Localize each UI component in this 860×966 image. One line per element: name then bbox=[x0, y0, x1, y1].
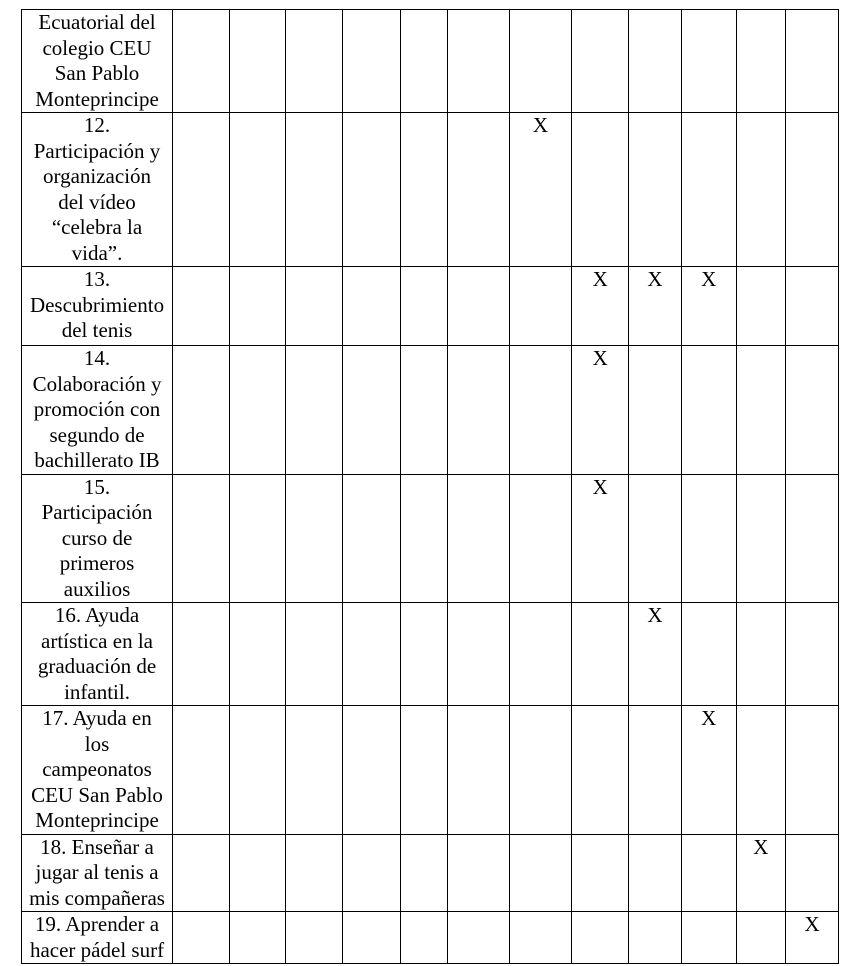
schedule-empty-cell bbox=[786, 603, 839, 706]
schedule-empty-cell bbox=[285, 706, 343, 835]
schedule-empty-cell bbox=[681, 474, 736, 603]
activity-cell: 16. Ayuda artística en la graduación de infantil. bbox=[22, 603, 173, 706]
schedule-empty-cell bbox=[285, 113, 343, 267]
schedule-empty-cell bbox=[509, 706, 572, 835]
schedule-mark-cell: X bbox=[572, 267, 629, 346]
schedule-empty-cell bbox=[629, 912, 682, 964]
schedule-empty-cell bbox=[285, 346, 343, 475]
schedule-empty-cell bbox=[681, 346, 736, 475]
schedule-empty-cell bbox=[343, 10, 401, 113]
schedule-empty-cell bbox=[401, 113, 448, 267]
schedule-empty-cell bbox=[509, 10, 572, 113]
table-row bbox=[22, 346, 839, 475]
schedule-empty-cell bbox=[681, 834, 736, 912]
schedule-empty-cell bbox=[786, 834, 839, 912]
activity-cell: 12. Participación y organización del vídeo “celebra la vida”. bbox=[22, 113, 173, 267]
table-row bbox=[22, 474, 839, 603]
schedule-empty-cell bbox=[572, 10, 629, 113]
schedule-empty-cell bbox=[229, 706, 285, 835]
schedule-empty-cell bbox=[629, 10, 682, 113]
schedule-empty-cell bbox=[509, 603, 572, 706]
schedule-empty-cell bbox=[229, 346, 285, 475]
schedule-empty-cell bbox=[343, 706, 401, 835]
schedule-empty-cell bbox=[401, 346, 448, 475]
schedule-mark-cell: X bbox=[509, 113, 572, 267]
table-row bbox=[22, 603, 839, 706]
schedule-empty-cell bbox=[447, 346, 509, 475]
schedule-empty-cell bbox=[401, 603, 448, 706]
schedule-empty-cell bbox=[401, 834, 448, 912]
schedule-empty-cell bbox=[229, 912, 285, 964]
schedule-empty-cell bbox=[509, 474, 572, 603]
schedule-empty-cell bbox=[173, 912, 230, 964]
schedule-empty-cell bbox=[173, 267, 230, 346]
schedule-empty-cell bbox=[343, 346, 401, 475]
table-row bbox=[22, 113, 839, 267]
schedule-empty-cell bbox=[447, 113, 509, 267]
activity-schedule-table bbox=[21, 9, 839, 964]
schedule-empty-cell bbox=[572, 603, 629, 706]
schedule-empty-cell bbox=[343, 267, 401, 346]
schedule-empty-cell bbox=[229, 603, 285, 706]
schedule-empty-cell bbox=[681, 912, 736, 964]
schedule-empty-cell bbox=[629, 113, 682, 267]
schedule-empty-cell bbox=[509, 834, 572, 912]
schedule-empty-cell bbox=[736, 10, 786, 113]
schedule-empty-cell bbox=[343, 603, 401, 706]
schedule-empty-cell bbox=[509, 346, 572, 475]
schedule-mark-cell: X bbox=[629, 267, 682, 346]
schedule-empty-cell bbox=[572, 706, 629, 835]
table-row bbox=[22, 706, 839, 835]
schedule-empty-cell bbox=[401, 912, 448, 964]
schedule-mark-cell: X bbox=[681, 267, 736, 346]
schedule-mark-cell: X bbox=[736, 834, 786, 912]
schedule-empty-cell bbox=[447, 706, 509, 835]
schedule-empty-cell bbox=[736, 706, 786, 835]
schedule-empty-cell bbox=[447, 912, 509, 964]
schedule-empty-cell bbox=[285, 912, 343, 964]
schedule-empty-cell bbox=[629, 346, 682, 475]
schedule-empty-cell bbox=[229, 113, 285, 267]
schedule-empty-cell bbox=[786, 706, 839, 835]
schedule-empty-cell bbox=[736, 346, 786, 475]
schedule-empty-cell bbox=[173, 474, 230, 603]
schedule-empty-cell bbox=[629, 474, 682, 603]
table-row bbox=[22, 267, 839, 346]
table-body bbox=[22, 10, 839, 964]
schedule-empty-cell bbox=[285, 267, 343, 346]
schedule-empty-cell bbox=[509, 267, 572, 346]
table-row bbox=[22, 912, 839, 964]
schedule-empty-cell bbox=[681, 113, 736, 267]
activity-cell: 13. Descubrimiento del tenis bbox=[22, 267, 173, 346]
schedule-empty-cell bbox=[173, 834, 230, 912]
schedule-mark-cell: X bbox=[629, 603, 682, 706]
table-row bbox=[22, 10, 839, 113]
schedule-empty-cell bbox=[786, 10, 839, 113]
schedule-empty-cell bbox=[401, 474, 448, 603]
schedule-empty-cell bbox=[229, 267, 285, 346]
schedule-empty-cell bbox=[343, 113, 401, 267]
schedule-empty-cell bbox=[401, 706, 448, 835]
schedule-mark-cell: X bbox=[786, 912, 839, 964]
schedule-empty-cell bbox=[229, 10, 285, 113]
schedule-empty-cell bbox=[786, 113, 839, 267]
schedule-empty-cell bbox=[401, 10, 448, 113]
schedule-empty-cell bbox=[786, 346, 839, 475]
schedule-empty-cell bbox=[173, 10, 230, 113]
schedule-empty-cell bbox=[736, 267, 786, 346]
schedule-empty-cell bbox=[681, 603, 736, 706]
schedule-empty-cell bbox=[447, 474, 509, 603]
schedule-empty-cell bbox=[572, 834, 629, 912]
schedule-empty-cell bbox=[572, 113, 629, 267]
schedule-empty-cell bbox=[736, 912, 786, 964]
schedule-empty-cell bbox=[285, 834, 343, 912]
activity-cell: 17. Ayuda en los campeonatos CEU San Pablo Monteprincipe bbox=[22, 706, 173, 835]
schedule-empty-cell bbox=[447, 267, 509, 346]
schedule-empty-cell bbox=[229, 474, 285, 603]
schedule-empty-cell bbox=[629, 706, 682, 835]
schedule-empty-cell bbox=[447, 834, 509, 912]
schedule-empty-cell bbox=[173, 603, 230, 706]
activity-cell: 15. Participación curso de primeros auxilios bbox=[22, 474, 173, 603]
schedule-empty-cell bbox=[343, 474, 401, 603]
schedule-empty-cell bbox=[736, 474, 786, 603]
schedule-mark-cell: X bbox=[681, 706, 736, 835]
schedule-empty-cell bbox=[786, 474, 839, 603]
schedule-mark-cell: X bbox=[572, 474, 629, 603]
schedule-empty-cell bbox=[447, 603, 509, 706]
schedule-empty-cell bbox=[343, 834, 401, 912]
schedule-empty-cell bbox=[629, 834, 682, 912]
schedule-empty-cell bbox=[285, 474, 343, 603]
activity-cell: Ecuatorial del colegio CEU San Pablo Monteprincipe bbox=[22, 10, 173, 113]
activity-cell: 19. Aprender a hacer pádel surf bbox=[22, 912, 173, 964]
schedule-empty-cell bbox=[401, 267, 448, 346]
schedule-empty-cell bbox=[173, 113, 230, 267]
activity-cell: 14. Colaboración y promoción con segundo de bachillerato IB bbox=[22, 346, 173, 475]
schedule-empty-cell bbox=[229, 834, 285, 912]
schedule-empty-cell bbox=[572, 912, 629, 964]
schedule-empty-cell bbox=[736, 113, 786, 267]
schedule-empty-cell bbox=[285, 603, 343, 706]
schedule-empty-cell bbox=[173, 706, 230, 835]
schedule-mark-cell: X bbox=[572, 346, 629, 475]
schedule-empty-cell bbox=[447, 10, 509, 113]
schedule-empty-cell bbox=[285, 10, 343, 113]
schedule-empty-cell bbox=[343, 912, 401, 964]
table-row bbox=[22, 834, 839, 912]
schedule-empty-cell bbox=[681, 10, 736, 113]
schedule-empty-cell bbox=[786, 267, 839, 346]
activity-cell: 18. Enseñar a jugar al tenis a mis compañeras bbox=[22, 834, 173, 912]
schedule-empty-cell bbox=[173, 346, 230, 475]
schedule-empty-cell bbox=[509, 912, 572, 964]
schedule-empty-cell bbox=[736, 603, 786, 706]
